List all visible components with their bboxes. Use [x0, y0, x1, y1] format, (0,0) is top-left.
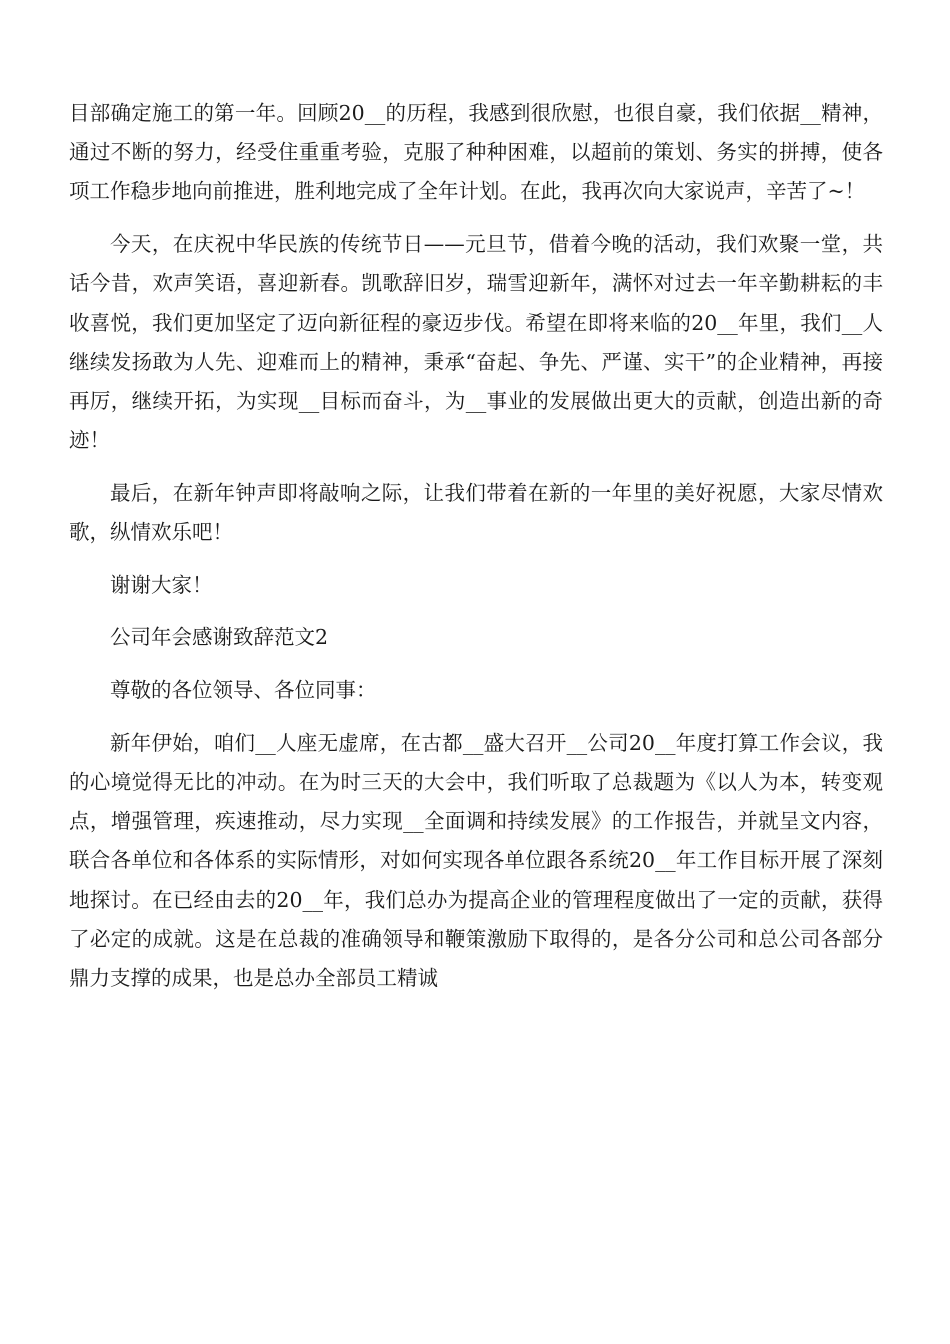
- salutation: 尊敬的各位领导、各位同事：: [110, 678, 377, 703]
- paragraph-today: 今天，在庆祝中华民族的传统节日——元旦节，借着今晚的活动，我们欢聚一堂，共话今昔，欢声笑语，喜迎新春。凯歌辞旧岁，瑞雪迎新年，满怀对过去一年辛勤耕耘的丰收喜悦，我们更加坚定了迈向新征程的豪迈步伐。希望在即将来临的20__年里，我们__人继续发扬敢为人先、迎难而上的精神，秉承“奋起、争先、严谨、实干”的企业精神，再接再厉，继续开拓，为实现__目标而奋斗，为__事业的发展做出更大的贡献，创造出新的奇迹！: [69, 232, 883, 453]
- section-heading: 公司年会感谢致辞范文2: [110, 625, 329, 650]
- paragraph-newyear: 新年伊始，咱们__人座无虚席，在古都__盛大召开__公司20__年度打算工作会议，我的心境觉得无比的冲动。在为时三天的大会中，我们听取了总裁题为《以人为本，转变观点，增强管理，疾速推动，尽力实现__全面调和持续发展》的工作报告，并就呈文内容，联合各单位和各体系的实际情形，对如何实现各单位跟各系统20__年工作目标开展了深刻地探讨。在已经由去的20__年，我们总办为提高企业的管理程度做出了一定的贡献，获得了必定的成就。这是在总裁的准确领导和鞭策激励下取得的，是各分公司和总公司各部分鼎力支撑的成果，也是总办全部员工精诚: [69, 730, 883, 991]
- document-body: [69, 94, 883, 1012]
- paragraph-thanks: 谢谢大家！: [110, 572, 213, 597]
- paragraph-continued: 目部确定施工的第一年。回顾20__的历程，我感到很欣慰，也很自豪，我们依据__精神，通过不断的努力，经受住重重考验，克服了种种困难，以超前的策划、务实的拼搏，使各项工作稳步地向前推进，胜利地完成了全年计划。在此，我再次向大家说声，辛苦了~！: [69, 101, 883, 204]
- paragraph-finally: 最后，在新年钟声即将敲响之际，让我们带着在新的一年里的美好祝愿，大家尽情欢歌，纵情欢乐吧！: [69, 480, 883, 545]
